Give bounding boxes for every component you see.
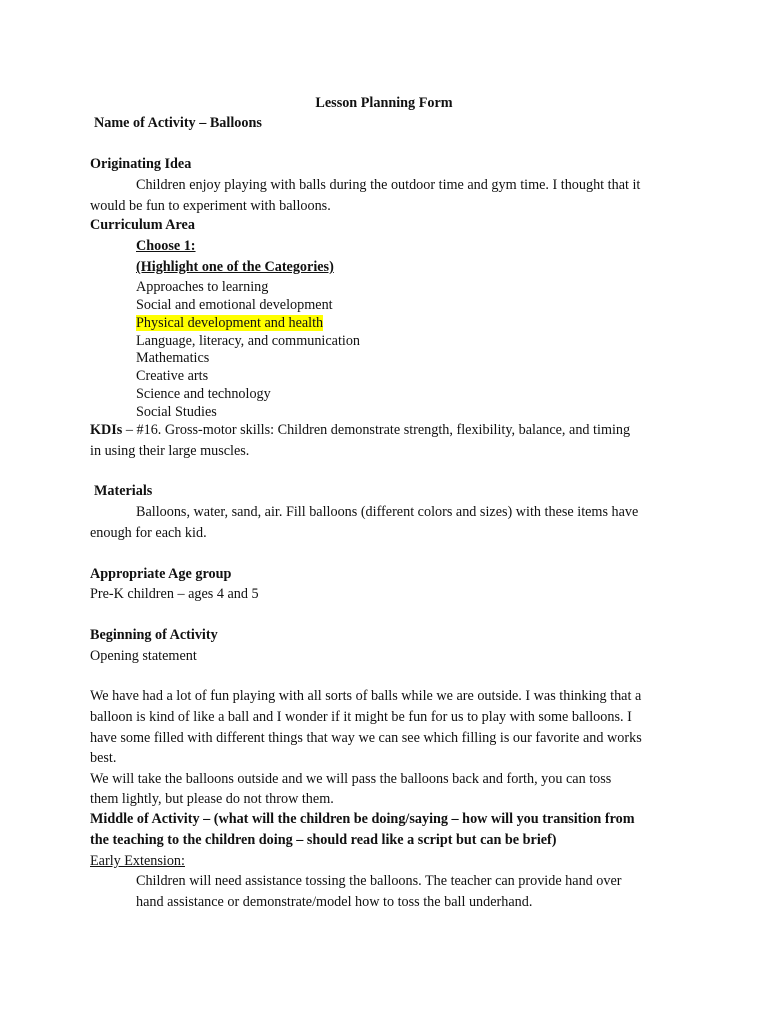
- curriculum-heading: Curriculum Area: [90, 217, 195, 233]
- category-item: Social and emotional development: [136, 297, 333, 313]
- materials-line: Balloons, water, sand, air. Fill balloons (different colors and sizes) with these items have: [136, 504, 639, 520]
- age-group-text: Pre-K children – ages 4 and 5: [90, 586, 259, 602]
- highlighted-category: Physical development and health: [136, 315, 324, 331]
- category-item: Social Studies: [136, 404, 217, 420]
- early-extension-line: Children will need assistance tossing the balloons. The teacher can provide hand over: [136, 873, 622, 889]
- materials-line: enough for each kid.: [90, 525, 207, 541]
- opening-statement-label: Opening statement: [90, 648, 197, 664]
- opening-paragraph-line: balloon is kind of like a ball and I wonder if it might be fun for us to play with some balloons. I: [90, 709, 632, 725]
- page-title: Lesson Planning Form: [315, 95, 453, 111]
- category-item: Mathematics: [136, 350, 210, 366]
- kdis-line-2: in using their large muscles.: [90, 443, 250, 459]
- kdis-line: [90, 421, 630, 439]
- category-item: Approaches to learning: [136, 279, 269, 295]
- originating-idea-heading: Originating Idea: [90, 156, 192, 172]
- opening-paragraph-line: have some filled with different things that way we can see which filling is our favorite and works: [90, 730, 642, 746]
- middle-heading-line: Middle of Activity – (what will the children be doing/saying – how will you transition from: [90, 811, 635, 827]
- opening-paragraph-line: them lightly, but please do not throw them.: [90, 791, 334, 807]
- category-item: Science and technology: [136, 386, 271, 402]
- highlight-instruction: (Highlight one of the Categories): [136, 259, 334, 275]
- choose-instruction: Choose 1:: [136, 238, 196, 254]
- age-group-heading: Appropriate Age group: [90, 566, 232, 582]
- kdis-label: KDIs: [90, 422, 123, 438]
- category-item-highlighted: [136, 314, 323, 332]
- early-extension-label: Early Extension:: [90, 853, 185, 869]
- opening-paragraph-line: We have had a lot of fun playing with all sorts of balls while we are outside. I was thinking that a: [90, 688, 642, 704]
- early-extension-line: hand assistance or demonstrate/model how to toss the ball underhand.: [136, 894, 533, 910]
- activity-name: Name of Activity – Balloons: [94, 115, 262, 131]
- opening-paragraph-line: We will take the balloons outside and we will pass the balloons back and forth, you can toss: [90, 771, 612, 787]
- middle-heading-line: the teaching to the children doing – should read like a script but can be brief): [90, 832, 557, 848]
- category-item: Language, literacy, and communication: [136, 333, 361, 349]
- originating-idea-line: Children enjoy playing with balls during the outdoor time and gym time. I thought that it: [136, 177, 641, 193]
- opening-paragraph-line: best.: [90, 750, 117, 766]
- category-item: Creative arts: [136, 368, 209, 384]
- materials-heading: Materials: [94, 483, 153, 499]
- kdis-text: – #16. Gross-motor skills: Children demonstrate strength, flexibility, balance, and timing: [122, 422, 631, 438]
- originating-idea-line: would be fun to experiment with balloons.: [90, 198, 331, 214]
- beginning-heading: Beginning of Activity: [90, 627, 218, 643]
